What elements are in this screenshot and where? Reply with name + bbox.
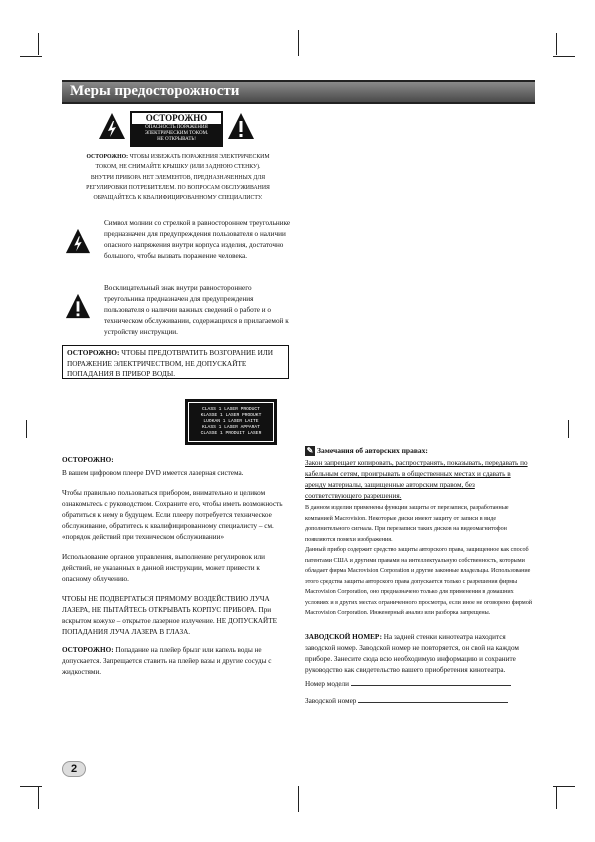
- laser-intro: В вашем цифровом плеере DVD имеется лазерная система.: [62, 469, 244, 477]
- laser-label-line: KLASSE 1 LASER PRODUKT: [200, 413, 262, 418]
- crop-mark: [38, 33, 39, 55]
- crop-mark: [556, 787, 557, 809]
- usage-paragraph: Чтобы правильно пользоваться прибором, внимательно и целиком ознакомьтесь с руководством. Сохраните его, чтобы иметь возможность обратиться к нему в будущем. Если плееру потребуется техническое обслуживание, обратитесь к квалифицированному специалисту – см. «порядок действий при техническом обслуживании»: [62, 489, 283, 541]
- left-column: [62, 455, 288, 678]
- water-warning-paragraph: [62, 645, 288, 678]
- fire-warning-text: ЧТОБЫ ПРЕДОТВРАТИТЬ ВОЗГОРАНИЕ ИЛИ ПОРАЖЕНИЕ ЭЛЕКТРИЧЕСТВОМ, НЕ ДОПУСКАЙТЕ ПОПАДАНИЯ В ПРИБОР ВОДЫ.: [67, 348, 274, 378]
- crop-mark: [553, 56, 575, 57]
- laser-label-line: CLASSE 1 PRODUIT LASER: [200, 431, 262, 436]
- copyright-heading: [305, 445, 533, 456]
- crop-mark: [298, 786, 299, 812]
- crop-mark: [20, 786, 42, 787]
- caution-subtitle: [130, 125, 223, 144]
- crop-mark: [38, 787, 39, 809]
- crop-mark: [20, 56, 42, 57]
- serial-paragraph: [305, 632, 533, 676]
- caution-text-body: ЧТОБЫ ИЗБЕЖАТЬ ПОРАЖЕНИЯ ЭЛЕКТРИЧЕСКИМ ТОКОМ, НЕ СНИМАЙТЕ КРЫШКУ (ИЛИ ЗАДНЮЮ СТЕНКУ). ВНУТРИ ПРИБОРА НЕТ ЭЛЕМЕНТОВ, ПРЕДНАЗНАЧЕННЫХ ДЛЯ РЕГУЛИРОВКИ ПОТРЕБИТЕЛЕМ. ПО ВОПРОСАМ ОБСЛУЖИВАНИЯ ОБРАЩАЙТЕСЬ К КВАЛИФИЦИРОВАННОМУ СПЕЦИАЛИСТУ.: [86, 154, 270, 202]
- lightning-description: Символ молнии со стрелкой в равностороннем треугольнике предназначен для предупреждения пользователя о наличии опасного напряжения внутри корпуса изделия, достаточно большого, чтобы вызвать поражение человека.: [104, 219, 291, 260]
- laser-label-line: CLASS 1 LASER PRODUCT: [202, 407, 260, 412]
- crop-mark: [568, 420, 569, 438]
- note-icon: ✎: [306, 446, 314, 456]
- right-column: [305, 445, 533, 707]
- serial-number-field[interactable]: [305, 696, 533, 707]
- crop-mark: [26, 420, 27, 438]
- serial-number-label: Заводской номер: [305, 696, 357, 705]
- model-number-field[interactable]: [305, 679, 533, 690]
- page-title: Меры предосторожности: [70, 83, 240, 99]
- crop-mark: [556, 33, 557, 55]
- caution-line: НЕ ОТКРЫВАТЬ!: [157, 137, 196, 143]
- exclamation-description: Восклицательный знак внутри равностороннего треугольника предназначен для предупреждения пользователя о наличии важных сведений о работе и о техническом обслуживании, содержащихся в прилагаемой к устройству инструкции.: [104, 284, 289, 336]
- serial-text: На задней стенки кинотеатра находится заводской номер. Заводской номер не повторяется, он свой на каждом приборе. Занесите сюда всю необходимую информацию и сохраните руководство как свидетельство вашего приобретения кинотеатра.: [305, 632, 519, 674]
- laser-warning-paragraph: ЧТОБЫ НЕ ПОДВЕРГАТЬСЯ ПРЯМОМУ ВОЗДЕЙСТВИЮ ЛУЧА ЛАЗЕРА, НЕ ПЫТАЙТЕСЬ ОТКРЫВАТЬ КОРПУС ПРИБОРА. При вскрытом кожухе – открытое лазерное излучение. НЕ ДОПУСКАЙТЕ ПОПАДАНИЯ ЛУЧА ЛАЗЕРА В ГЛАЗА.: [62, 595, 278, 636]
- water-warning-text: Попадание на плейер брызг или капель воды не допускается. Запрещается ставить на плейер вазы и другие сосуды с жидкостями.: [62, 646, 272, 676]
- page-number: 2: [70, 763, 78, 775]
- caution-line: ОПАСНОСТЬ ПОРАЖЕНИЯ: [145, 125, 208, 130]
- serial-bold: ЗАВОДСКОЙ НОМЕР:: [305, 632, 382, 641]
- caution-line: ЭЛЕКТРИЧЕСКИМ ТОКОМ.: [144, 131, 209, 137]
- page-number-badge: [62, 761, 86, 777]
- laser-label-line: KLASS 1 LASER APPARAT: [202, 425, 260, 430]
- caution-text: [86, 152, 270, 203]
- fire-warning-box: [62, 345, 289, 379]
- laser-label-text: [188, 402, 274, 442]
- caution-heading: ОСТОРОЖНО:: [62, 456, 114, 464]
- water-warning-bold: ОСТОРОЖНО:: [62, 646, 114, 654]
- model-number-label: Номер модели: [305, 679, 349, 688]
- lightning-warning-icon: [98, 112, 126, 140]
- model-number-line[interactable]: [351, 679, 511, 686]
- macrovision-paragraph: В данном изделии применены функции защиты от перезаписи, разработанные компанией Macrovision. Некоторые диски имеют защиту от записи в виде дополнительного сигнала. При перезаписи таких дисков на видеомагнитофон появляются помехи изображения.: [305, 505, 509, 543]
- copyright-heading-text: Замечания об авторских правах:: [317, 446, 428, 455]
- fire-warning-bold: ОСТОРОЖНО:: [67, 348, 120, 357]
- caution-label: [130, 111, 223, 147]
- section-header: [62, 80, 535, 104]
- exclamation-warning-icon: [227, 112, 255, 140]
- laser-class-label: [185, 399, 277, 445]
- caution-text-bold: ОСТОРОЖНО:: [86, 154, 129, 160]
- crop-mark: [553, 786, 575, 787]
- lightning-triangle-icon: [65, 228, 91, 254]
- copyright-law-text: Закон запрещает копировать, распространять, показывать, передавать по кабельным сетям, проигрывать в общественных местах и сдавать в аренду материалы, защищенные авторским правом, без соответствующего разрешения.: [305, 459, 528, 501]
- laser-label-line: LUOKAN 1 LASER LAITE: [203, 419, 259, 424]
- controls-paragraph: Использование органов управления, выполнение регулировок или действий, не указанных в данной инструкции, может привести к опасному облучению.: [62, 553, 266, 583]
- caution-title: ОСТОРОЖНО: [132, 113, 221, 124]
- exclamation-triangle-icon: [65, 293, 91, 319]
- copyright-protection-paragraph: Данный прибор содержит средство защиты авторского права, защищенное как способ патентами США и другими правами на интеллектуальную собственность, которыми обладает фирма Macrovision Corporation и другие законные владельцы. Использование этого средства защиты авторского права допускается только с разрешения фирмы Macrovision Corporation, оно предназначено только для применения в домашних условиях и в других местах ограниченного просмотра, если иное не оговорено фирмой Macrovision Corporation. Инженерный анализ или разборка запрещены.: [305, 547, 533, 617]
- crop-mark: [298, 30, 299, 56]
- serial-number-line[interactable]: [358, 696, 508, 703]
